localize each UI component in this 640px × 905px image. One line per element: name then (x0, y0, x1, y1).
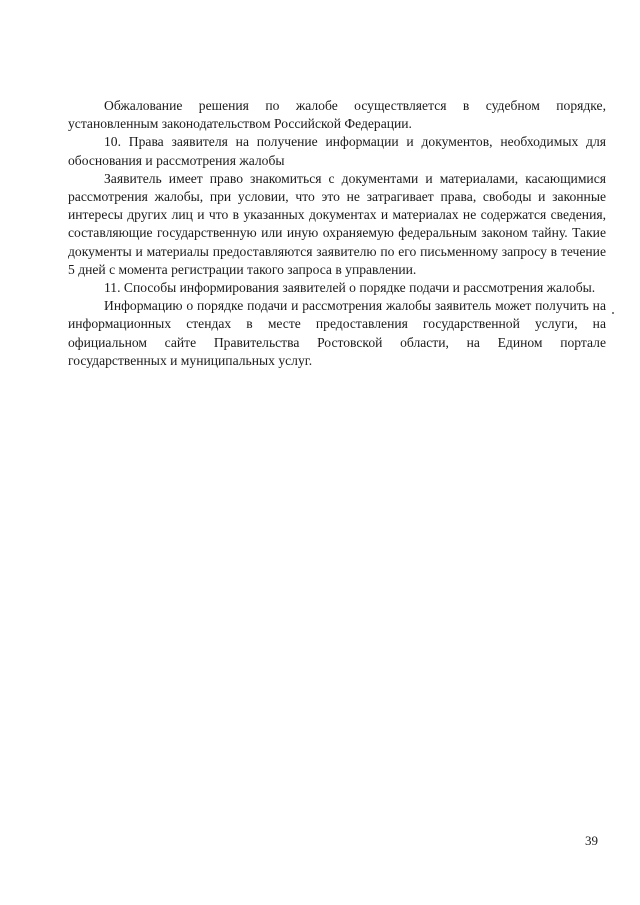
section-10-heading: 10. Права заявителя на получение информации и документов, необходимых для обоснования и рассмотрения жалобы (68, 134, 606, 168)
paragraph-appeal-court: Обжалование решения по жалобе осуществляется в судебном порядке, установленным законодательством Российской Федерации. (68, 98, 606, 132)
document-body (68, 97, 606, 370)
section-11-heading: 11. Способы информирования заявителей о порядке подачи и рассмотрения жалобы. (104, 280, 596, 296)
page-number: 39 (585, 833, 598, 848)
scan-dot-mark (612, 312, 614, 314)
paragraph-applicant-rights: Заявитель имеет право знакомиться с документами и материалами, касающимися рассмотрения жалобы, при условии, что это не затрагивает права, свободы и законные интересы других лиц и что в указанных документах и материалах не содержатся сведения, составляющие государственную или иную охраняемую федеральным законом тайну. Такие документы и материалы предоставляются заявителю по его письменному запросу в течение 5 дней с момента регистрации такого запроса в управлении. (68, 170, 606, 277)
paragraph-information-methods: Информацию о порядке подачи и рассмотрения жалобы заявитель может получить на информационных стендах в месте предоставления государственной услуги, на официальном сайте Правительства Ростовской области, на Едином портале государственных и муниципальных услуг. (68, 298, 606, 368)
